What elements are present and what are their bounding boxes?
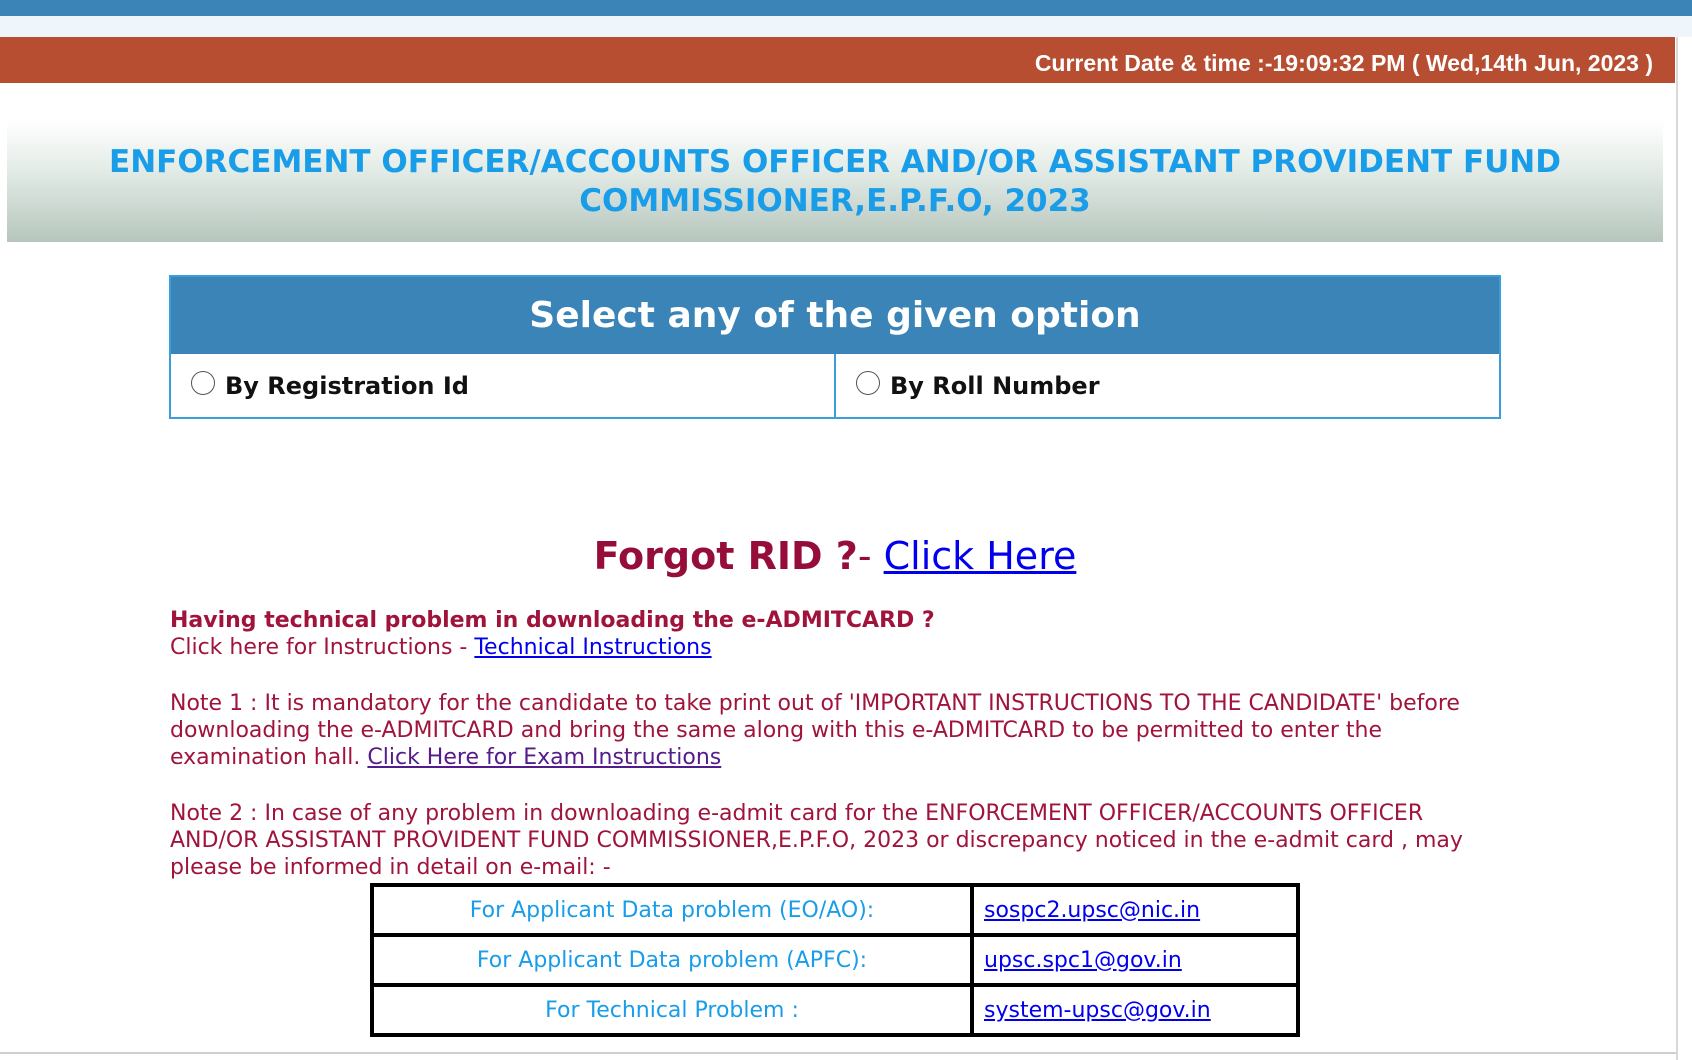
bottom-divider (0, 1052, 1676, 1054)
forgot-rid-label: Forgot RID ? (593, 534, 858, 578)
exam-title (7, 143, 1663, 221)
note-1 (170, 690, 1515, 771)
top-strip-light (0, 16, 1692, 37)
registration-id-label: By Registration Id (225, 371, 469, 400)
roll-number-label: By Roll Number (890, 371, 1100, 400)
registration-id-radio[interactable] (191, 371, 215, 395)
technical-problem-heading: Having technical problem in downloading the e-ADMITCARD ? (170, 608, 935, 633)
forgot-rid-section (0, 532, 1670, 580)
current-date-time-text: Current Date & time :-19:09:32 PM ( Wed,14th Jun, 2023 ) (1034, 50, 1653, 76)
top-strip (0, 0, 1692, 16)
contact-email-link[interactable]: sospc2.upsc@nic.in (972, 885, 1298, 935)
forgot-rid-link[interactable]: Click Here (883, 534, 1077, 578)
forgot-rid-separator: - (857, 534, 884, 578)
technical-instructions-prefix: Click here for Instructions - (170, 635, 475, 660)
roll-number-radio[interactable] (856, 371, 880, 395)
contact-label: For Applicant Data problem (EO/AO): (372, 885, 972, 935)
option-by-registration-id[interactable] (171, 354, 836, 417)
contact-email-link[interactable]: system-upsc@gov.in (972, 985, 1298, 1035)
technical-instructions-line (170, 634, 1515, 661)
option-row (171, 354, 1499, 417)
page-right-edge (1676, 37, 1678, 1060)
table-row (372, 885, 1298, 935)
technical-instructions-link[interactable]: Technical Instructions (474, 635, 712, 660)
option-by-roll-number[interactable] (836, 354, 1499, 417)
note-2-text: Note 2 : In case of any problem in downloading e-admit card for the ENFORCEMENT OFFICER/ACCOUNTS OFFICER AND/OR ASSISTANT PROVIDENT FUND COMMISSIONER,E.P.F.O, 2023 or discrepancy noticed in the e-admit card , may please be informed in detail on e-mail: - (170, 801, 1463, 880)
contact-email-table (370, 883, 1300, 1037)
note-1-text: Note 1 : It is mandatory for the candidate to take print out of 'IMPORTANT INSTRUCTIONS TO THE CANDIDATE' before downloading the e-ADMITCARD and bring the same along with this e-ADMITCARD to be permitted to enter the examination hall. (170, 691, 1460, 770)
exam-title-line1: ENFORCEMENT OFFICER/ACCOUNTS OFFICER AND/OR ASSISTANT PROVIDENT FUND (109, 144, 1561, 180)
exam-instructions-link[interactable]: Click Here for Exam Instructions (367, 745, 722, 770)
table-row (372, 985, 1298, 1035)
current-date-time-bar (0, 37, 1675, 83)
contact-label: For Technical Problem : (372, 985, 972, 1035)
instructions-content (170, 607, 1515, 881)
contact-email-link[interactable]: upsc.spc1@gov.in (972, 935, 1298, 985)
exam-title-band (7, 120, 1663, 242)
table-row (372, 935, 1298, 985)
contact-label: For Applicant Data problem (APFC): (372, 935, 972, 985)
option-panel-heading: Select any of the given option (171, 277, 1499, 354)
login-option-panel (169, 275, 1501, 419)
exam-title-line2: COMMISSIONER,E.P.F.O, 2023 (579, 183, 1091, 219)
